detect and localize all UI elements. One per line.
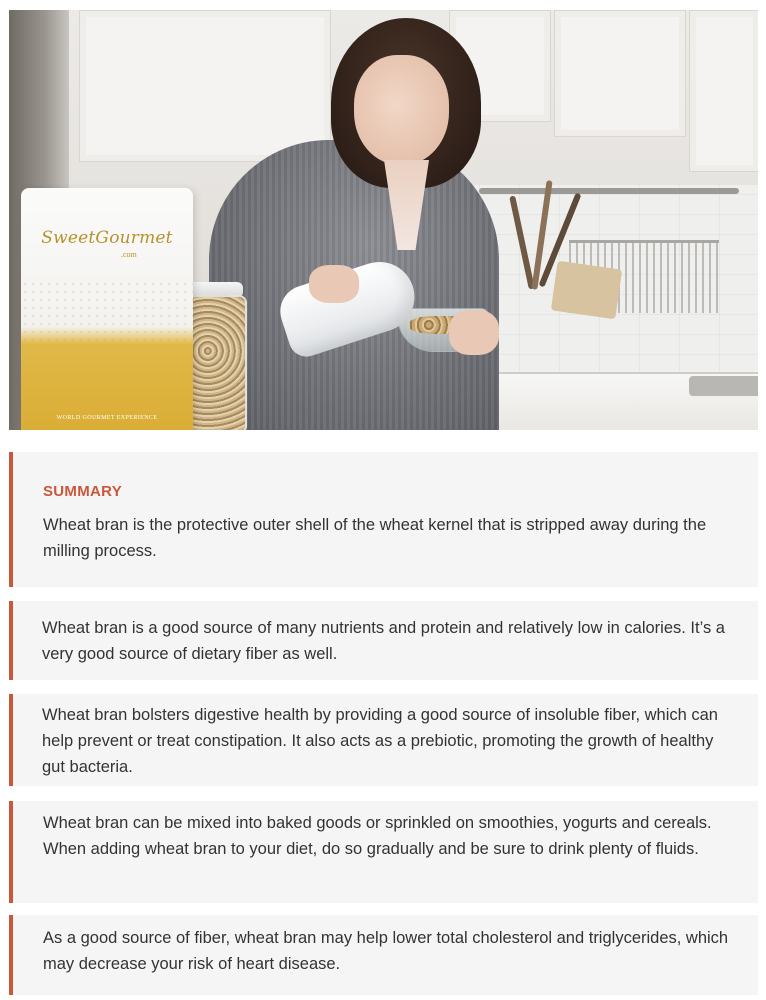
callout-text: Wheat bran can be mixed into baked goods or sprinkled on smoothies, yogurts and cereals. When adding wheat bran to your diet, do so gradually and be sure to drink plenty of fluids. (43, 814, 712, 858)
callout-text: As a good source of fiber, wheat bran may help lower total cholesterol and triglycerides, which may decrease your risk of heart disease. (43, 929, 729, 973)
cutting-board (551, 261, 622, 320)
summary-label: SUMMARY (43, 483, 123, 500)
callout-text: Wheat bran is a good source of many nutrients and protein and relatively low in calories. It’s a very good source of dietary fiber as well. (42, 619, 725, 663)
woman-hand (449, 310, 499, 355)
callout-box (9, 601, 758, 680)
callout-box (9, 694, 758, 786)
pouch-tagline: WORLD GOURMET EXPERIENCE (56, 415, 158, 421)
callout-text: Wheat bran bolsters digestive health by providing a good source of insoluble fiber, which can help prevent or treat constipation. It also acts as a prebiotic, promoting the growth of healthy gut bacteria. (42, 706, 718, 776)
utensil-rail (479, 188, 739, 194)
kitchen-cabinet (554, 10, 686, 137)
brand-domain: .com (121, 250, 137, 259)
woman-hand (309, 265, 359, 303)
callout-box (9, 915, 758, 995)
summary-box (9, 452, 758, 587)
woman-face (354, 55, 449, 165)
kitchen-cabinet (79, 10, 331, 162)
brand-logo: SweetGourmet (41, 228, 173, 248)
hero-image (9, 10, 758, 430)
summary-text: Wheat bran is the protective outer shell of the wheat kernel that is stripped away during the milling process. (43, 516, 707, 560)
pouch-pattern (21, 280, 193, 360)
callout-box (9, 801, 758, 903)
sink (689, 376, 758, 396)
kitchen-cabinet (689, 10, 758, 172)
